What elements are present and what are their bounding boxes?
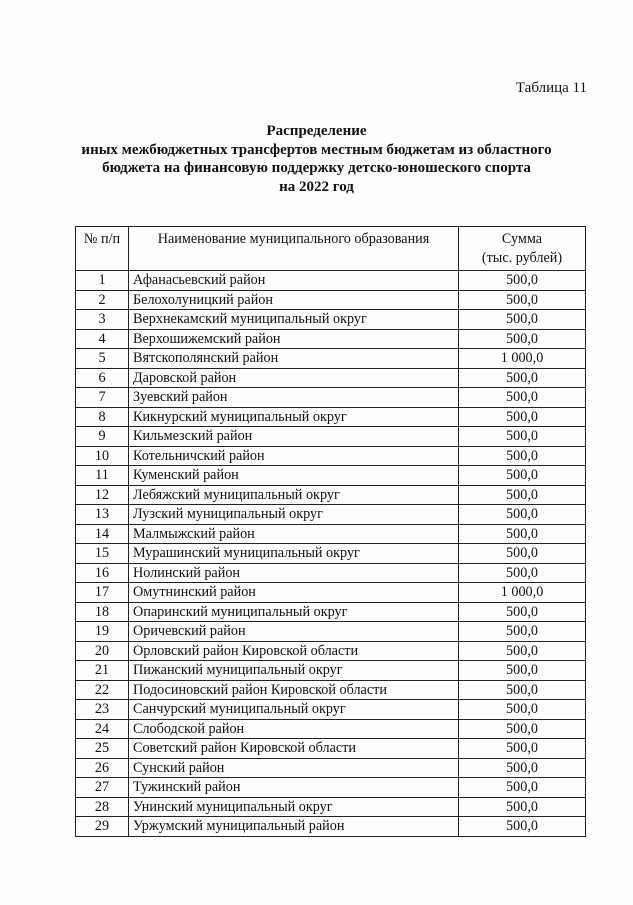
row-municipality: Унинский муниципальный округ: [129, 797, 459, 817]
table-row: [76, 485, 586, 505]
table-row: [76, 524, 586, 544]
table-row: [76, 817, 586, 837]
document-title: [60, 122, 573, 196]
header-amount-title: Сумма: [501, 231, 543, 247]
table-row: [76, 271, 586, 291]
table-row: [76, 680, 586, 700]
row-number: 23: [76, 700, 129, 720]
row-municipality: Опаринский муниципальный округ: [129, 602, 459, 622]
row-amount: 500,0: [459, 622, 586, 642]
row-municipality: Тужинский район: [129, 778, 459, 798]
table-row: [76, 407, 586, 427]
row-amount: 500,0: [459, 427, 586, 447]
row-municipality: Сунский район: [129, 758, 459, 778]
row-amount: 500,0: [459, 661, 586, 681]
row-municipality: Зуевский район: [129, 388, 459, 408]
table-row: [76, 700, 586, 720]
table-row: [76, 505, 586, 525]
row-municipality: Белохолуницкий район: [129, 290, 459, 310]
title-line: Распределение: [266, 123, 367, 139]
table-row: [76, 622, 586, 642]
distribution-table: [75, 226, 586, 837]
header-number: № п/п: [76, 227, 129, 271]
row-amount: 500,0: [459, 446, 586, 466]
table-row: [76, 544, 586, 564]
title-line: на 2022 год: [279, 178, 354, 195]
row-municipality: Омутнинский район: [129, 583, 459, 603]
row-amount: 500,0: [459, 563, 586, 583]
row-number: 24: [76, 719, 129, 739]
table-row: [76, 368, 586, 388]
row-amount: 500,0: [459, 466, 586, 486]
row-municipality: Верхнекамский муниципальный округ: [129, 310, 459, 330]
row-municipality: Малмыжский район: [129, 524, 459, 544]
row-amount: 500,0: [459, 271, 586, 291]
row-number: 3: [76, 310, 129, 330]
row-number: 5: [76, 349, 129, 369]
table-row: [76, 719, 586, 739]
row-number: 9: [76, 427, 129, 447]
row-number: 15: [76, 544, 129, 564]
table-row: [76, 797, 586, 817]
row-amount: 500,0: [459, 310, 586, 330]
table-row: [76, 641, 586, 661]
row-municipality: Верхошижемский район: [129, 329, 459, 349]
row-amount: 500,0: [459, 407, 586, 427]
row-number: 1: [76, 271, 129, 291]
row-amount: 500,0: [459, 719, 586, 739]
header-amount-unit: (тыс. рублей): [481, 250, 563, 266]
row-amount: 500,0: [459, 739, 586, 759]
table-row: [76, 778, 586, 798]
table-row: [76, 739, 586, 759]
row-amount: 500,0: [459, 602, 586, 622]
table-header-row: [76, 227, 586, 271]
row-number: 10: [76, 446, 129, 466]
row-number: 16: [76, 563, 129, 583]
row-amount: 500,0: [459, 700, 586, 720]
table-number: Таблица 11: [515, 80, 587, 96]
row-municipality: Уржумский муниципальный район: [129, 817, 459, 837]
table-body: [76, 271, 586, 837]
row-number: 18: [76, 602, 129, 622]
row-municipality: Пижанский муниципальный округ: [129, 661, 459, 681]
row-municipality: Кикнурский муниципальный округ: [129, 407, 459, 427]
header-amount: [459, 227, 586, 271]
row-number: 22: [76, 680, 129, 700]
row-municipality: Подосиновский район Кировской области: [129, 680, 459, 700]
row-number: 7: [76, 388, 129, 408]
table-row: [76, 329, 586, 349]
row-municipality: Мурашинский муниципальный округ: [129, 544, 459, 564]
row-number: 14: [76, 524, 129, 544]
row-amount: 1 000,0: [459, 349, 586, 369]
table-row: [76, 388, 586, 408]
row-amount: 500,0: [459, 368, 586, 388]
row-amount: 500,0: [459, 485, 586, 505]
row-amount: 500,0: [459, 680, 586, 700]
row-number: 21: [76, 661, 129, 681]
header-municipality: Наименование муниципального образования: [129, 227, 459, 271]
table-row: [76, 349, 586, 369]
table-row: [76, 466, 586, 486]
row-number: 29: [76, 817, 129, 837]
row-municipality: Слободской район: [129, 719, 459, 739]
row-municipality: Оричевский район: [129, 622, 459, 642]
row-number: 8: [76, 407, 129, 427]
row-number: 12: [76, 485, 129, 505]
row-number: 2: [76, 290, 129, 310]
row-amount: 500,0: [459, 388, 586, 408]
row-municipality: Санчурский муниципальный округ: [129, 700, 459, 720]
row-number: 25: [76, 739, 129, 759]
table-row: [76, 661, 586, 681]
row-number: 6: [76, 368, 129, 388]
row-municipality: Лебяжский муниципальный округ: [129, 485, 459, 505]
row-amount: 500,0: [459, 524, 586, 544]
table-row: [76, 290, 586, 310]
row-number: 4: [76, 329, 129, 349]
row-municipality: Куменский район: [129, 466, 459, 486]
row-municipality: Нолинский район: [129, 563, 459, 583]
table-row: [76, 310, 586, 330]
row-number: 19: [76, 622, 129, 642]
row-number: 11: [76, 466, 129, 486]
table-row: [76, 427, 586, 447]
title-line: иных межбюджетных трансфертов местным бюджетам из областного: [81, 141, 552, 158]
row-number: 28: [76, 797, 129, 817]
row-municipality: Даровской район: [129, 368, 459, 388]
row-number: 26: [76, 758, 129, 778]
row-amount: 500,0: [459, 544, 586, 564]
table-row: [76, 563, 586, 583]
title-line: бюджета на финансовую поддержку детско-юношеского спорта: [102, 160, 531, 176]
row-amount: 500,0: [459, 778, 586, 798]
table-row: [76, 758, 586, 778]
row-amount: 500,0: [459, 817, 586, 837]
row-municipality: Кильмезский район: [129, 427, 459, 447]
table-row: [76, 583, 586, 603]
row-amount: 500,0: [459, 505, 586, 525]
row-amount: 500,0: [459, 290, 586, 310]
row-municipality: Котельничский район: [129, 446, 459, 466]
row-number: 17: [76, 583, 129, 603]
row-amount: 1 000,0: [459, 583, 586, 603]
row-municipality: Вятскополянский район: [129, 349, 459, 369]
table-row: [76, 446, 586, 466]
row-municipality: Советский район Кировской области: [129, 739, 459, 759]
table-row: [76, 602, 586, 622]
row-municipality: Орловский район Кировской области: [129, 641, 459, 661]
row-amount: 500,0: [459, 641, 586, 661]
row-number: 20: [76, 641, 129, 661]
row-amount: 500,0: [459, 797, 586, 817]
row-municipality: Лузский муниципальный округ: [129, 505, 459, 525]
row-municipality: Афанасьевский район: [129, 271, 459, 291]
row-number: 13: [76, 505, 129, 525]
row-amount: 500,0: [459, 758, 586, 778]
row-amount: 500,0: [459, 329, 586, 349]
row-number: 27: [76, 778, 129, 798]
